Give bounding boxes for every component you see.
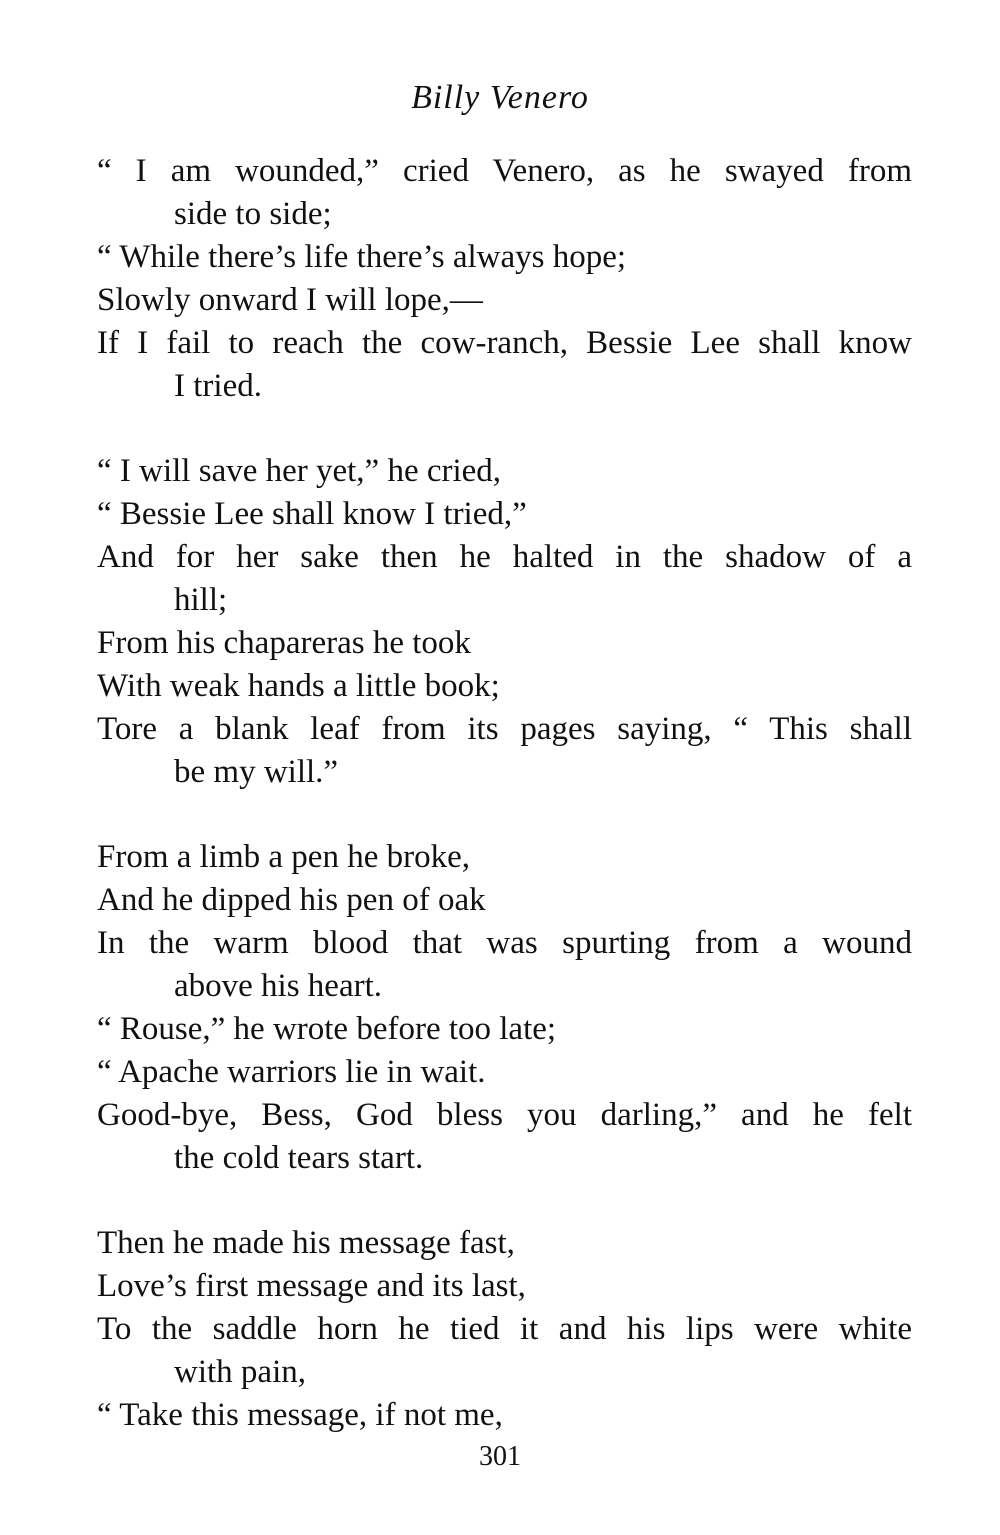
- verse-line-continuation: above his heart.: [174, 968, 383, 1004]
- verse-line: From a limb a pen he broke,: [97, 839, 470, 875]
- verse-line: “ Apache warriors lie in wait.: [97, 1054, 486, 1090]
- verse-line: Slowly onward I will lope,—: [97, 282, 483, 318]
- poem-body: [97, 150, 912, 1437]
- verse-line: In the warm blood that was spurting from a wound: [97, 925, 912, 961]
- verse-line-continuation: with pain,: [174, 1354, 306, 1390]
- stanza-4: [97, 1222, 912, 1437]
- verse-line-continuation: I tried.: [174, 368, 262, 404]
- page-number: 301: [479, 1441, 521, 1472]
- verse-line-continuation: be my will.”: [174, 754, 339, 790]
- verse-line: “ I am wounded,” cried Venero, as he swayed from: [97, 153, 912, 189]
- stanza-1: [97, 150, 912, 408]
- verse-line: Then he made his message fast,: [97, 1225, 515, 1261]
- stanza-2: [97, 450, 912, 794]
- verse-line: And he dipped his pen of oak: [97, 882, 486, 918]
- verse-line: Good-bye, Bess, God bless you darling,” and he felt: [97, 1097, 912, 1133]
- verse-line: Tore a blank leaf from its pages saying, “ This shall: [97, 711, 912, 747]
- verse-line: If I fail to reach the cow-ranch, Bessie Lee shall know: [97, 325, 912, 361]
- verse-line: “ I will save her yet,” he cried,: [97, 453, 502, 489]
- verse-line: From his chapareras he took: [97, 625, 471, 661]
- verse-line: And for her sake then he halted in the shadow of a: [97, 539, 912, 575]
- verse-line: “ Bessie Lee shall know I tried,”: [97, 496, 527, 532]
- verse-line: With weak hands a little book;: [97, 668, 500, 704]
- running-head: Billy Venero: [411, 79, 589, 116]
- verse-line: “ While there’s life there’s always hope;: [97, 239, 627, 275]
- verse-line-continuation: side to side;: [174, 196, 332, 232]
- stanza-3: [97, 836, 912, 1180]
- verse-line: To the saddle horn he tied it and his lips were white: [97, 1311, 912, 1347]
- verse-line-continuation: the cold tears start.: [174, 1140, 424, 1176]
- verse-line: Love’s first message and its last,: [97, 1268, 526, 1304]
- verse-line: “ Take this message, if not me,: [97, 1397, 503, 1433]
- verse-line: “ Rouse,” he wrote before too late;: [97, 1011, 557, 1047]
- verse-line-continuation: hill;: [174, 582, 228, 618]
